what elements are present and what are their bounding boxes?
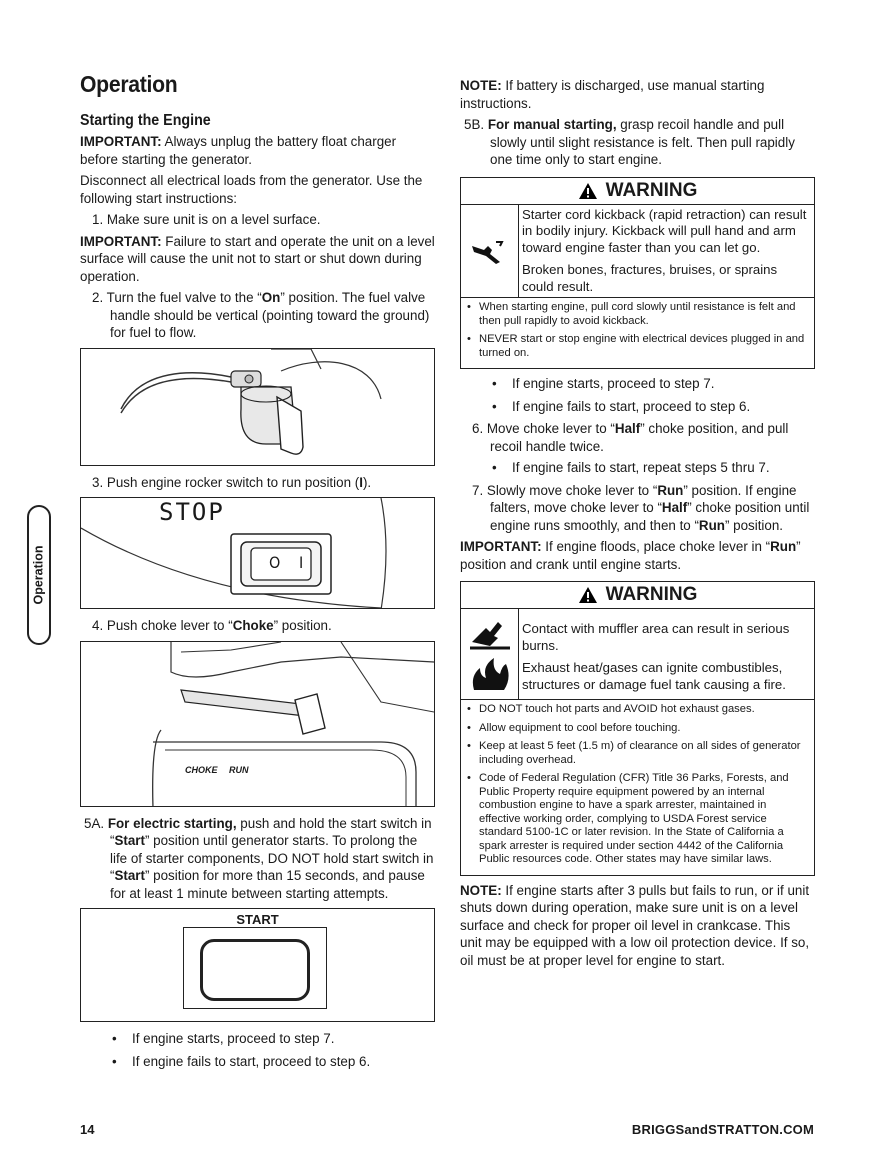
switch-off-mark: O [269,553,281,572]
choke-lever-figure [80,641,435,807]
bullet-repeat-steps: • If engine fails to start, repeat steps 5 thru 7. [460,459,815,477]
side-tab-label: Operation [32,545,47,605]
kickback-hand-icon [470,236,510,266]
disconnect-instruction: Disconnect all electrical loads from the generator. Use the following start instructions: [80,173,423,206]
warning1-text-1: Starter cord kickback (rapid retraction) can result in bodily injury. Kickback will pull hand and arm toward engine faster than you can let go. [522,206,807,255]
warning-box-kickback [460,177,815,370]
important-note-2: IMPORTANT: Failure to start and operate the unit on a level surface will cause the unit not to start or shut down during operation. [80,233,435,284]
step-6: 6. Move choke lever to “Half” choke position, and pull recoil handle twice. [472,421,789,454]
warning-list-item: • Code of Federal Regulation (CFR) Title 36 Parks, Forests, and Public Property require equipment powered by an internal combustion engine to have a spark arrester, maintained in effective working order, complying to USDA Forest service standard 5100-1C or later revision. In the State of California a spark arrester is required under section 4442 of the California Public resources code. Other states may have similar laws. [465,772,810,867]
warning-box-muffler [460,581,815,876]
rocker-switch-illustration [81,498,434,609]
important-note-1: IMPORTANT: Always unplug the battery float charger before starting the generator. [80,134,397,167]
page-title: Operation [80,71,178,97]
bullet-fails-step6: • If engine fails to start, proceed to step 6. [460,398,815,416]
choke-lever-illustration [81,642,434,807]
right-column [460,77,815,973]
hot-surface-icon [468,616,512,652]
fuel-valve-illustration [81,349,434,466]
stop-label: STOP [159,498,225,526]
step-3: 3. Push engine rocker switch to run position (I). [92,474,372,490]
warning-list-item: • NEVER start or stop engine with electrical devices plugged in and turned on. [465,333,810,360]
step-5b: 5B. For manual starting, grasp recoil handle and pull slowly until slight resistance is felt. Then pull rapidly one time only to start engine. [464,117,795,167]
website-link[interactable]: BRIGGSandSTRATTON.COM [631,1122,814,1137]
side-tab-operation [27,505,51,645]
warning-list-item: • Allow equipment to cool before touching. [465,722,810,736]
rocker-switch-figure [80,497,435,609]
switch-on-mark: I [299,553,304,572]
step-4: 4. Push choke lever to “Choke” position. [92,618,332,633]
fire-icon [468,656,512,692]
run-marking: RUN [229,764,249,775]
section-heading: Starting the Engine [80,111,211,129]
start-button-graphic [200,939,310,1001]
page-number: 14 [80,1122,95,1137]
note-battery: NOTE: If battery is discharged, use manual starting instructions. [460,78,765,111]
warning-list-item: • DO NOT touch hot parts and AVOID hot exhaust gases. [465,703,810,717]
left-column [80,70,435,1075]
bullet-engine-starts: • If engine starts, proceed to step 7. [80,1030,435,1048]
note-oil-level: NOTE: If engine starts after 3 pulls but fails to run, or if unit shuts down during operation, make sure unit is on a level surface and check for proper oil level in crankcase. This unit may be equipped with a low oil protection device. If so, oil must be at proper level for engine to start. [460,882,810,968]
fuel-valve-figure [80,348,435,466]
start-label: START [236,912,279,927]
bullet-engine-fails: • If engine fails to start, proceed to step 6. [80,1053,435,1071]
warning1-text-2: Broken bones, fractures, bruises, or sprains could result. [522,262,778,294]
step-7: 7. Slowly move choke lever to “Run” position. If engine falters, move choke lever to “Half” choke position until engine runs smoothly, and then to “Run” position. [472,482,810,533]
warning2-text-2: Exhaust heat/gases can ignite combustibles, structures or damage fuel tank causing a fire. [522,660,786,692]
start-switch-figure [80,908,435,1022]
step-1: 1. Make sure unit is on a level surface. [92,212,321,227]
warning-triangle-icon [578,182,598,200]
warning-list-item: • When starting engine, pull cord slowly until resistance is felt and then pull rapidly to avoid kickback. [465,301,810,328]
choke-marking: CHOKE [185,764,218,775]
warning-triangle-icon [578,586,598,604]
warning1-list [461,298,814,368]
important-floods: IMPORTANT: If engine floods, place choke lever in “Run” position and crank until engine starts. [460,539,801,572]
warning-header: WARNING [461,178,814,205]
warning-header: WARNING [461,582,814,609]
warning-list-item: • Keep at least 5 feet (1.5 m) of clearance on all sides of generator including overhead. [465,740,810,767]
step-2: 2. Turn the fuel valve to the “On” position. The fuel valve handle should be vertical (pointing toward the ground) for fuel to flow. [92,290,430,340]
warning2-text-1: Contact with muffler area can result in serious burns. [522,621,790,653]
step-5a: 5A. For electric starting, push and hold the start switch in “Start” position until generator starts. To prolong the life of starter components, DO NOT hold start switch in “Start” position for more than 15 seconds, and pause for at least 1 minute between starting attempts. [84,815,434,901]
bullet-starts-step7: • If engine starts, proceed to step 7. [460,375,815,393]
warning2-list [461,700,814,875]
